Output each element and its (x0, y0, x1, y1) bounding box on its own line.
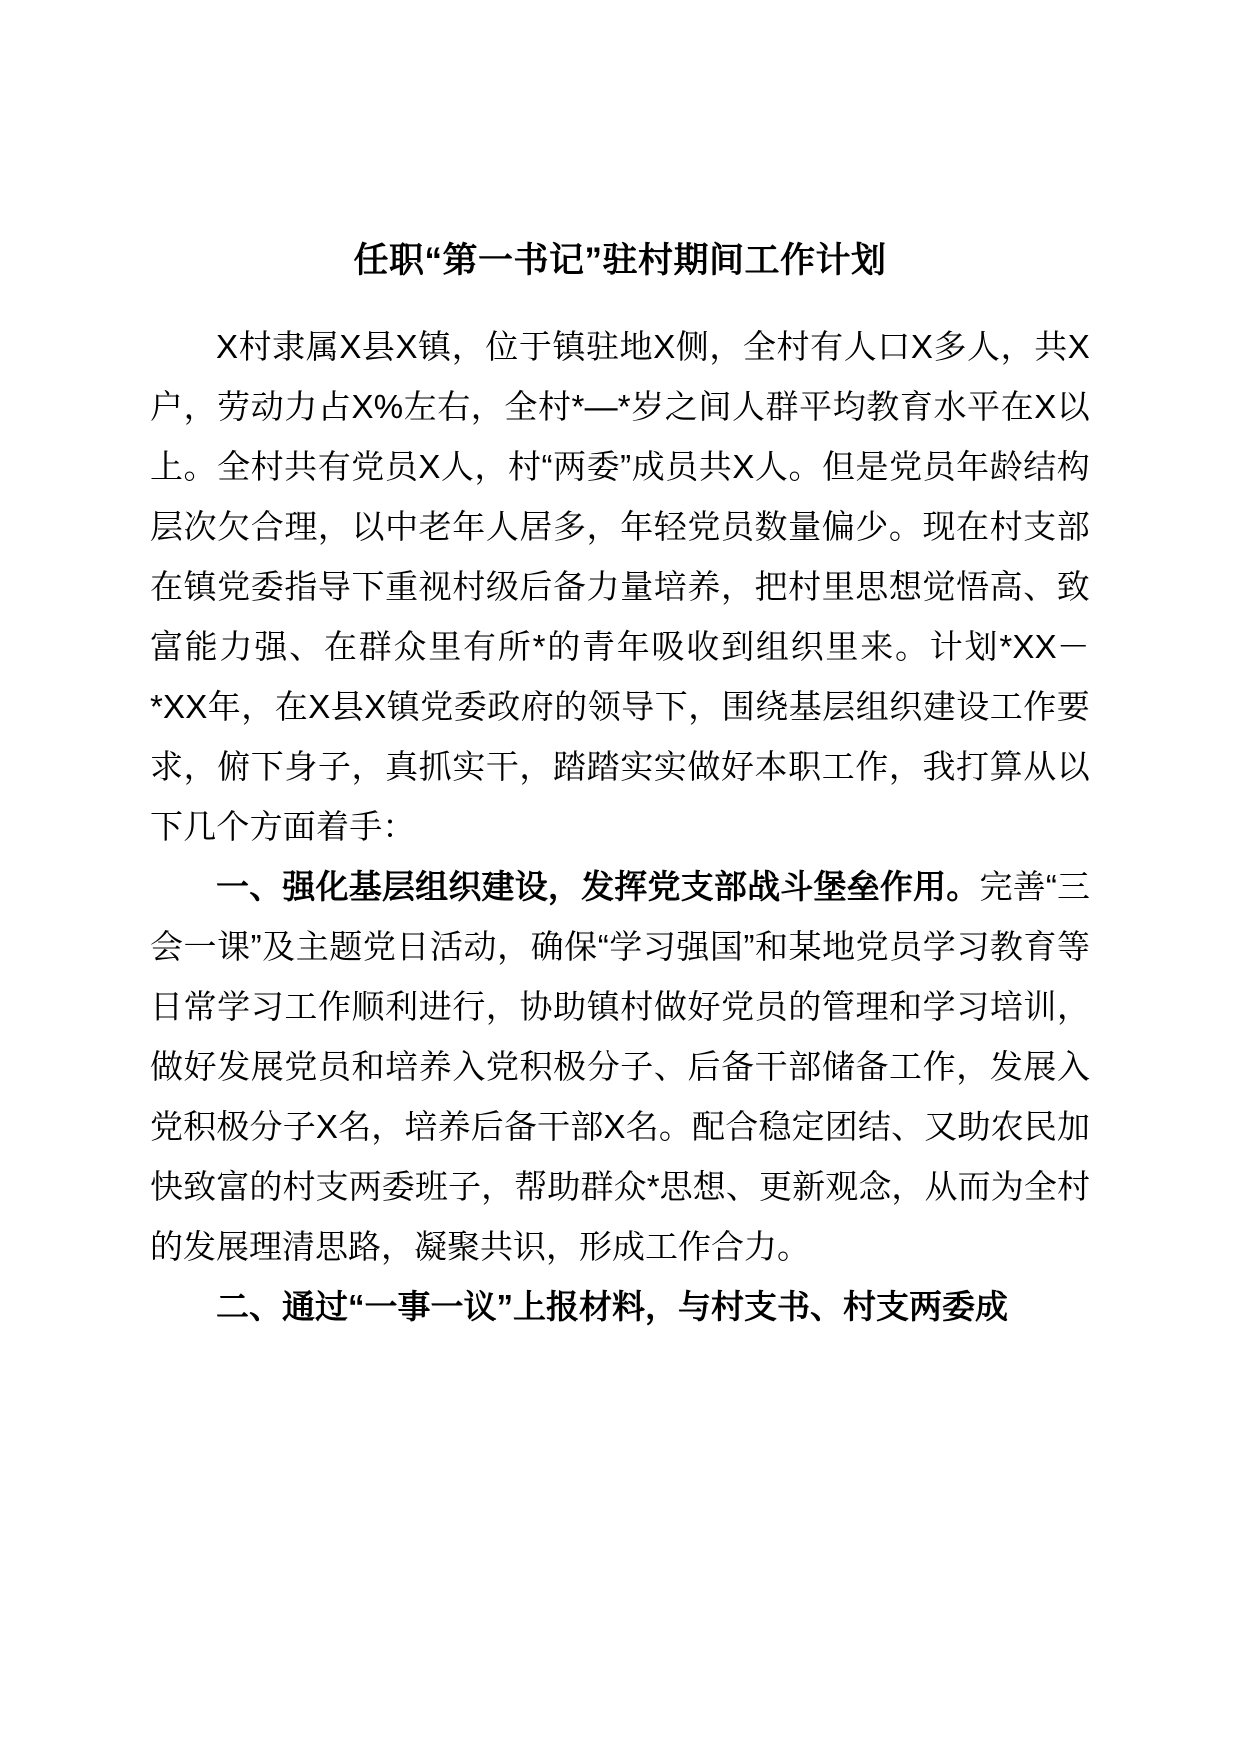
page-title: 任职“第一书记”驻村期间工作计划 (353, 241, 887, 280)
section-one-paragraph (150, 857, 1090, 1277)
section-one-heading: 一、强化基层组织建设，发挥党支部战斗堡垒作用。 (216, 867, 980, 905)
section-one-body: 完善“三会一课”及主题党日活动，确保“学习强国”和某地党员学习教育等日常学习工作顺利进行，协助镇村做好党员的管理和学习培训，做好发展党员和培养入党积极分子、后备干部储备工作，发展入党积极分子X名，培养后备干部X名。配合稳定团结、又助农民加快致富的村支两委班子，帮助群众*思想、更新观念，从而为全村的发展理清思路，凝聚共识，形成工作合力。 (150, 867, 1091, 1265)
section-two-paragraph (150, 1277, 1090, 1337)
intro-paragraph: X村隶属X县X镇，位于镇驻地X侧，全村有人口X多人，共X户，劳动力占X%左右，全村*—*岁之间人群平均教育水平在X以上。全村共有党员X人，村“两委”成员共X人。但是党员年龄结构层次欠合理，以中老年人居多，年轻党员数量偏少。现在村支部在镇党委指导下重视村级后备力量培养，把村里思想觉悟高、致富能力强、在群众里有所*的青年吸收到组织里来。计划*XX－*XX年，在X县X镇党委政府的领导下，围绕基层组织建设工作要求，俯下身子，真抓实干，踏踏实实做好本职工作，我打算从以下几个方面着手： (150, 327, 1090, 845)
section-two-heading: 二、通过“一事一议”上报材料，与村支书、村支两委成 (216, 1287, 1008, 1325)
